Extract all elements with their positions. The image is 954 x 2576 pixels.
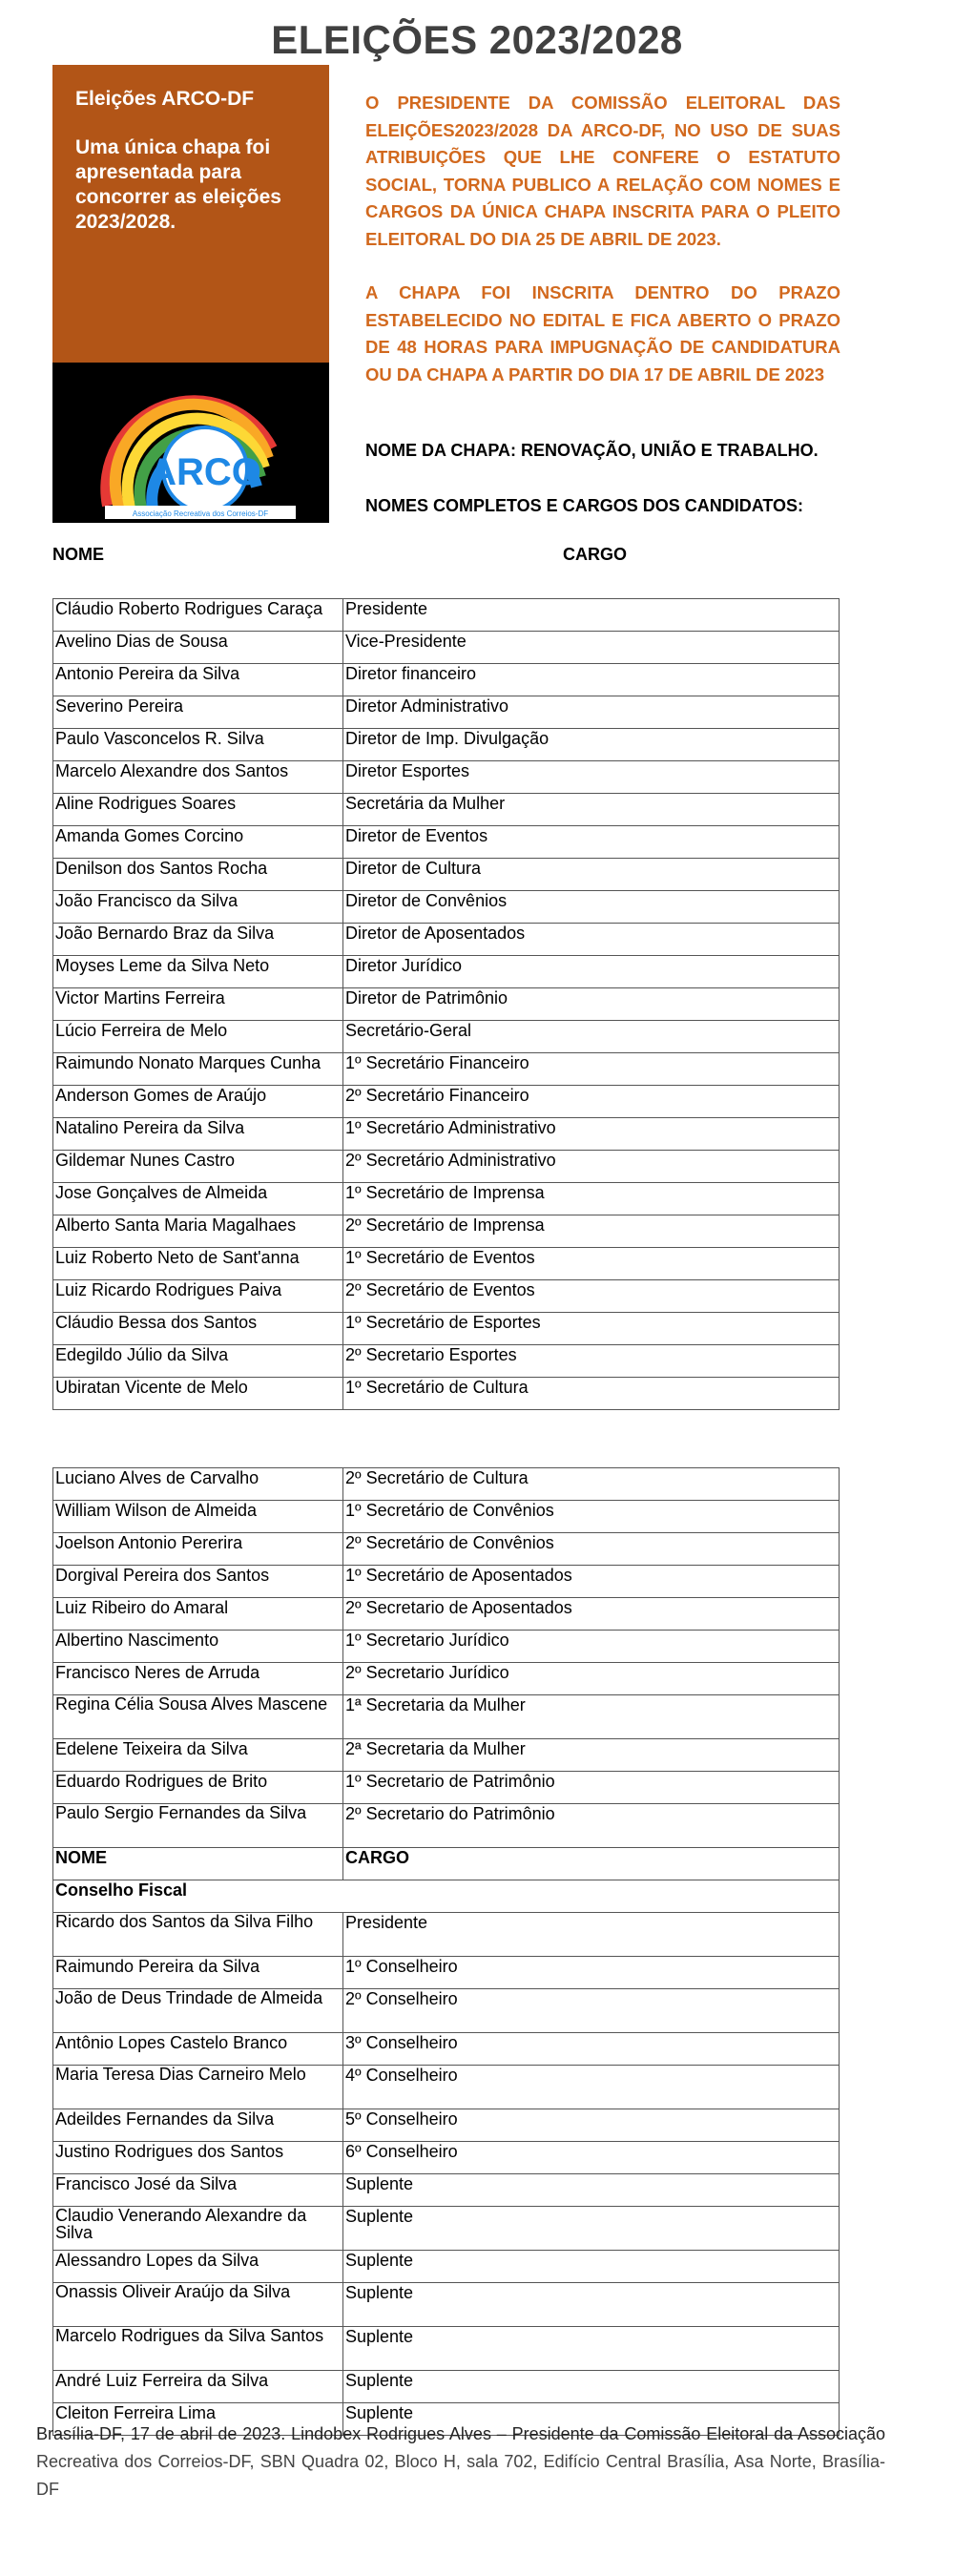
candidate-role: 4º Conselheiro [343,2066,840,2109]
candidate-role: Presidente [343,1913,840,1957]
candidate-name: Aline Rodrigues Soares [53,794,343,826]
candidate-role: Suplente [343,2403,840,2436]
candidate-name: Alberto Santa Maria Magalhaes [53,1215,343,1248]
table-row [53,2371,840,2403]
section-label: Conselho Fiscal [53,1880,840,1913]
table-row [53,2142,840,2174]
table-row [53,1957,840,1989]
candidate-role: 2ª Secretaria da Mulher [343,1739,840,1772]
table-row [53,1772,840,1804]
sidebar-box [52,65,329,363]
candidate-name: Edegildo Júlio da Silva [53,1345,343,1378]
candidate-name: Victor Martins Ferreira [53,988,343,1021]
candidate-name: Maria Teresa Dias Carneiro Melo [53,2066,343,2109]
table-row [53,1118,840,1151]
candidate-role: Suplente [343,2207,840,2251]
candidate-role: Suplente [343,2327,840,2371]
candidate-name: Regina Célia Sousa Alves Mascene [53,1695,343,1739]
candidate-role: 2º Secretario de Aposentados [343,1598,840,1631]
candidate-name: Eduardo Rodrigues de Brito [53,1772,343,1804]
candidate-role: Suplente [343,2371,840,2403]
table-row [53,2174,840,2207]
candidate-role: CARGO [343,1848,840,1880]
footer-signature: Brasília-DF, 17 de abril de 2023. Lindobex Rodrigues Alves – Presidente da Comissão Eleitoral da Associação [36,2424,885,2443]
table-row [53,632,840,664]
candidate-role: Diretor de Imp. Divulgação [343,729,840,761]
table-row [53,2109,840,2142]
candidate-name: Francisco Neres de Arruda [53,1663,343,1695]
table-row [53,696,840,729]
table-row [53,1533,840,1566]
table-row [53,664,840,696]
notice-paragraph: O PRESIDENTE DA COMISSÃO ELEITORAL DAS ELEIÇÕES2023/2028 DA ARCO-DF, NO USO DE SUAS ATRIBUIÇÕES QUE LHE CONFERE O ESTATUTO SOCIAL, TORNA PUBLICO A RELAÇÃO COM NOMES E CARGOS DA ÚNICA CHAPA INSCRITA PARA O PLEITO ELEITORAL DO DIA 25 DE ABRIL DE 2023. [365,93,840,249]
candidate-role: 3º Conselheiro [343,2033,840,2066]
candidate-role: 2º Secretário de Convênios [343,1533,840,1566]
candidate-name: Luiz Ricardo Rodrigues Paiva [53,1280,343,1313]
footer-text [36,2420,885,2503]
candidate-name: Paulo Vasconcelos R. Silva [53,729,343,761]
candidate-role: Diretor de Eventos [343,826,840,859]
candidate-name: NOME [53,1848,343,1880]
candidate-role: 1ª Secretaria da Mulher [343,1695,840,1739]
table-row [53,1021,840,1053]
candidate-name: Joelson Antonio Pererira [53,1533,343,1566]
candidate-role: 1º Secretário de Imprensa [343,1183,840,1215]
table-row [53,761,840,794]
table-row [53,956,840,988]
table-row [53,1989,840,2033]
candidate-role: Diretor Administrativo [343,696,840,729]
table-row [53,1345,840,1378]
candidate-name: Paulo Sergio Fernandes da Silva [53,1804,343,1848]
table-row [53,1566,840,1598]
svg-text:ARCO: ARCO [149,451,261,493]
candidate-role: 1º Secretário de Convênios [343,1501,840,1533]
candidate-role: 1º Secretário de Esportes [343,1313,840,1345]
candidate-name: Cláudio Bessa dos Santos [53,1313,343,1345]
table-row [53,1695,840,1739]
candidates-table-1 [52,598,840,1410]
candidate-role: Suplente [343,2283,840,2327]
candidate-role: Diretor de Convênios [343,891,840,924]
table-row [53,1053,840,1086]
candidate-role: 2º Secretário de Imprensa [343,1215,840,1248]
candidate-name: Antônio Lopes Castelo Branco [53,2033,343,2066]
column-header-name: NOME [52,545,104,564]
candidate-role: 1º Secretário de Aposentados [343,1566,840,1598]
candidate-name: Denilson dos Santos Rocha [53,859,343,891]
candidate-name: Natalino Pereira da Silva [53,1118,343,1151]
candidate-name: Anderson Gomes de Araújo [53,1086,343,1118]
candidate-role: Diretor de Aposentados [343,924,840,956]
candidate-role: 1º Secretário Financeiro [343,1053,840,1086]
table-row [53,988,840,1021]
table-row [53,859,840,891]
candidate-name: Ubiratan Vicente de Melo [53,1378,343,1410]
table-row [53,599,840,632]
candidate-name: Claudio Venerando Alexandre da Silva [53,2207,343,2251]
table-row [53,1378,840,1410]
candidate-name: Marcelo Rodrigues da Silva Santos [53,2327,343,2371]
table-row [53,1631,840,1663]
candidate-name: Luiz Roberto Neto de Sant'anna [53,1248,343,1280]
table-row [53,1468,840,1501]
chapa-name: NOME DA CHAPA: RENOVAÇÃO, UNIÃO E TRABALHO. [365,441,819,460]
table-row [53,1663,840,1695]
candidate-role: 1º Secretário Administrativo [343,1118,840,1151]
candidate-name: Albertino Nascimento [53,1631,343,1663]
svg-text:Associação Recreativa dos Corr: Associação Recreativa dos Correios-DF [132,509,269,518]
table-row [53,1280,840,1313]
candidate-role: 1º Secretario de Patrimônio [343,1772,840,1804]
candidate-role: 6º Conselheiro [343,2142,840,2174]
notice-text [365,90,840,388]
candidate-role: 2º Secretário Financeiro [343,1086,840,1118]
table-row [53,1151,840,1183]
table-row [53,2033,840,2066]
table-row [53,924,840,956]
table-row [53,1501,840,1533]
footer-address: Recreativa dos Correios-DF, SBN Quadra 02, Bloco H, sala 702, Edifício Central Brasília, Asa Norte, Brasília-DF [36,2452,885,2499]
candidate-name: Cleiton Ferreira Lima [53,2403,343,2436]
table-row [53,1913,840,1957]
candidate-name: Lúcio Ferreira de Melo [53,1021,343,1053]
candidates-table-2 [52,1467,840,2436]
table-header-row [53,1848,840,1880]
candidate-role: Suplente [343,2174,840,2207]
table-row [53,2327,840,2371]
section-row [53,1880,840,1913]
sidebar-text: Uma única chapa foi apresentada para concorrer as eleições 2023/2028. [75,136,281,233]
candidate-name: Marcelo Alexandre dos Santos [53,761,343,794]
table-row [53,794,840,826]
table-row [53,826,840,859]
candidate-role: Diretor financeiro [343,664,840,696]
candidate-name: João de Deus Trindade de Almeida [53,1989,343,2033]
candidate-role: Suplente [343,2251,840,2283]
candidate-role: Diretor de Patrimônio [343,988,840,1021]
candidate-name: Edelene Teixeira da Silva [53,1739,343,1772]
candidate-role: Diretor de Cultura [343,859,840,891]
candidate-name: Ricardo dos Santos da Silva Filho [53,1913,343,1957]
candidate-role: 1º Secretário de Cultura [343,1378,840,1410]
candidate-role: Diretor Jurídico [343,956,840,988]
column-header-cargo: CARGO [563,545,627,564]
candidate-name: João Francisco da Silva [53,891,343,924]
candidate-name: Amanda Gomes Corcino [53,826,343,859]
candidate-name: Severino Pereira [53,696,343,729]
rainbow-logo-icon [52,363,329,523]
candidate-role: 2º Secretario Jurídico [343,1663,840,1695]
table-row [53,2066,840,2109]
table-row [53,2207,840,2251]
table-row [53,729,840,761]
candidate-role: 2º Conselheiro [343,1989,840,2033]
candidate-name: Adeildes Fernandes da Silva [53,2109,343,2142]
table-row [53,2283,840,2327]
candidate-name: João Bernardo Braz da Silva [53,924,343,956]
candidate-role: Diretor Esportes [343,761,840,794]
candidate-role: Vice-Presidente [343,632,840,664]
candidate-name: Raimundo Nonato Marques Cunha [53,1053,343,1086]
candidate-name: Jose Gonçalves de Almeida [53,1183,343,1215]
page-title: ELEIÇÕES 2023/2028 [271,17,683,62]
candidate-role: 2º Secretário de Eventos [343,1280,840,1313]
candidate-role: 1º Conselheiro [343,1957,840,1989]
arco-logo [52,363,329,523]
candidate-role: 1º Secretário de Eventos [343,1248,840,1280]
candidate-name: Justino Rodrigues dos Santos [53,2142,343,2174]
table-row [53,1215,840,1248]
candidate-name: Francisco José da Silva [53,2174,343,2207]
candidate-name: Luciano Alves de Carvalho [53,1468,343,1501]
candidate-role: 2º Secretário Administrativo [343,1151,840,1183]
candidate-name: Antonio Pereira da Silva [53,664,343,696]
candidate-name: Avelino Dias de Sousa [53,632,343,664]
table-row [53,891,840,924]
candidate-name: Gildemar Nunes Castro [53,1151,343,1183]
table-row [53,2251,840,2283]
candidate-role: 5º Conselheiro [343,2109,840,2142]
candidate-name: André Luiz Ferreira da Silva [53,2371,343,2403]
candidate-role: 2º Secretario Esportes [343,1345,840,1378]
candidates-label: NOMES COMPLETOS E CARGOS DOS CANDIDATOS: [365,496,804,515]
notice-paragraph: A CHAPA FOI INSCRITA DENTRO DO PRAZO ESTABELECIDO NO EDITAL E FICA ABERTO O PRAZO DE 48 HORAS PARA IMPUGNAÇÃO DE CANDIDATURA OU DA CHAPA A PARTIR DO DIA 17 DE ABRIL DE 2023 [365,282,840,384]
candidate-name: Onassis Oliveir Araújo da Silva [53,2283,343,2327]
candidate-name: Luiz Ribeiro do Amaral [53,1598,343,1631]
candidate-name: Cláudio Roberto Rodrigues Caraça [53,599,343,632]
table-row [53,1248,840,1280]
table-row [53,1804,840,1848]
candidate-name: Raimundo Pereira da Silva [53,1957,343,1989]
candidate-role: 2º Secretário de Cultura [343,1468,840,1501]
sidebar-title: Eleições ARCO-DF [75,88,255,110]
candidate-name: Alessandro Lopes da Silva [53,2251,343,2283]
candidate-name: Moyses Leme da Silva Neto [53,956,343,988]
table-row [53,1739,840,1772]
candidate-name: Dorgival Pereira dos Santos [53,1566,343,1598]
table-row [53,1183,840,1215]
candidate-role: Presidente [343,599,840,632]
candidate-role: Secretário-Geral [343,1021,840,1053]
table-row [53,1086,840,1118]
candidate-role: 2º Secretario do Patrimônio [343,1804,840,1848]
candidate-role: Secretária da Mulher [343,794,840,826]
table-row [53,1313,840,1345]
table-row [53,1598,840,1631]
candidate-role: 1º Secretario Jurídico [343,1631,840,1663]
candidate-name: William Wilson de Almeida [53,1501,343,1533]
